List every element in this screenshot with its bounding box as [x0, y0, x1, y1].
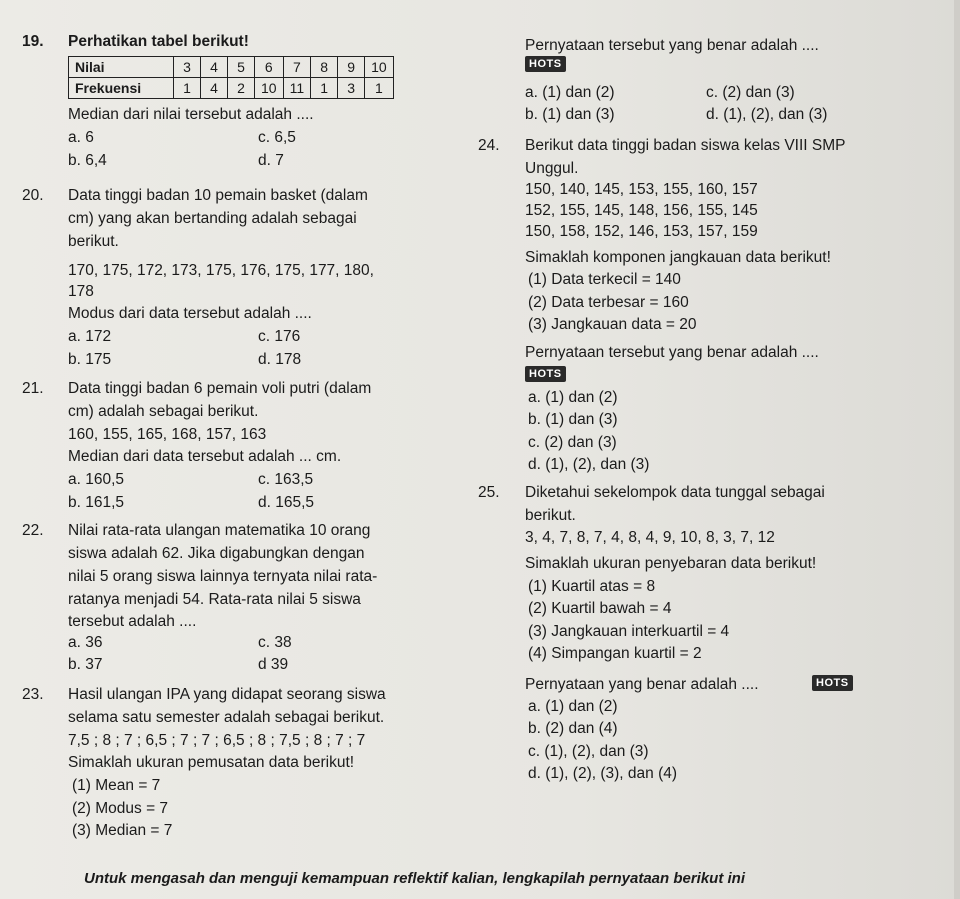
question-text: Data tinggi badan 6 pemain voli putri (dalam: [68, 380, 372, 397]
data-list: 7,5 ; 8 ; 7 ; 6,5 ; 7 ; 7 ; 6,5 ; 8 ; 7,5 ; 8 ; 7 ; 7: [68, 732, 366, 749]
statement: (1) Kuartil atas = 8: [528, 578, 656, 595]
table-cell: 2: [228, 78, 255, 99]
table-row: [69, 57, 394, 78]
table-cell: 8: [311, 57, 338, 78]
question-number: 24.: [478, 137, 500, 154]
question-stem: Perhatikan tabel berikut!: [68, 33, 249, 50]
data-list: 160, 155, 165, 168, 157, 163: [68, 426, 267, 443]
option-d: d. 7: [258, 152, 284, 169]
question-text: berikut.: [525, 507, 576, 524]
question-text: Berikut data tinggi badan siswa kelas VIII SMP: [525, 137, 846, 154]
question-text: Pernyataan tersebut yang benar adalah ....: [525, 344, 819, 361]
statement: (1) Mean = 7: [72, 777, 161, 794]
statement: (3) Median = 7: [72, 822, 173, 839]
option-c: c. 6,5: [258, 129, 296, 146]
question-text: selama satu semester adalah sebagai berikut.: [68, 709, 385, 726]
table-cell: 4: [201, 57, 228, 78]
data-list: 170, 175, 172, 173, 175, 176, 175, 177, 180,: [68, 262, 374, 279]
option-b: b. 161,5: [68, 494, 125, 511]
table-cell: 1: [311, 78, 338, 99]
table-cell: 7: [283, 57, 311, 78]
footer-instruction: Untuk mengasah dan menguji kemampuan reflektif kalian, lengkapilah pernyataan berikut ini: [84, 870, 746, 887]
option-c: c. (1), (2), dan (3): [528, 743, 649, 760]
table-cell: 1: [174, 78, 201, 99]
option-a: a. 6: [68, 129, 94, 146]
option-d: d. (1), (2), (3), dan (4): [528, 765, 678, 782]
hots-badge: HOTS: [525, 56, 566, 72]
table-cell: 3: [174, 57, 201, 78]
table-cell: 11: [283, 78, 311, 99]
option-b: b. (1) dan (3): [528, 411, 618, 428]
option-d: d. 178: [258, 351, 302, 368]
data-list: 178: [68, 283, 94, 300]
table-row: [69, 78, 394, 99]
statement: (3) Jangkauan interkuartil = 4: [528, 623, 730, 640]
table-cell: 9: [338, 57, 365, 78]
hots-badge: HOTS: [812, 675, 853, 691]
question-text: Pernyataan yang benar adalah ....: [525, 676, 759, 693]
statement: (2) Modus = 7: [72, 800, 169, 817]
table-cell: 4: [201, 78, 228, 99]
option-b: b. 6,4: [68, 152, 107, 169]
question-text: cm) yang akan bertanding adalah sebagai: [68, 210, 357, 227]
option-b: b. (1) dan (3): [525, 106, 615, 123]
option-c: c. (2) dan (3): [528, 434, 617, 451]
option-b: b. (2) dan (4): [528, 720, 618, 737]
question-text: ratanya menjadi 54. Rata-rata nilai 5 siswa: [68, 591, 361, 608]
question-text: tersebut adalah ....: [68, 613, 197, 630]
option-a: a. 172: [68, 328, 112, 345]
question-number: 19.: [22, 33, 44, 50]
data-list: 3, 4, 7, 8, 7, 4, 8, 4, 9, 10, 8, 3, 7, 12: [525, 529, 775, 546]
statement: (2) Kuartil bawah = 4: [528, 600, 672, 617]
question-text: Simaklah komponen jangkauan data berikut!: [525, 249, 831, 266]
statement: (2) Data terbesar = 160: [528, 294, 689, 311]
statement: (1) Data terkecil = 140: [528, 271, 681, 288]
option-c: c. (2) dan (3): [706, 84, 795, 101]
table-cell: 6: [255, 57, 284, 78]
data-list: 150, 158, 152, 146, 153, 157, 159: [525, 223, 758, 240]
question-text: Unggul.: [525, 160, 579, 177]
frequency-table: [68, 56, 394, 99]
table-cell: 10: [255, 78, 284, 99]
option-a: a. (1) dan (2): [528, 698, 618, 715]
option-c: c. 38: [258, 634, 292, 651]
option-c: c. 163,5: [258, 471, 314, 488]
question-text: nilai 5 orang siswa lainnya ternyata nilai rata-: [68, 568, 378, 585]
question-number: 22.: [22, 522, 44, 539]
question-text: Data tinggi badan 10 pemain basket (dalam: [68, 187, 368, 204]
question-text: Median dari nilai tersebut adalah ....: [68, 106, 314, 123]
statement: (3) Jangkauan data = 20: [528, 316, 697, 333]
question-text: Pernyataan tersebut yang benar adalah ....: [525, 37, 819, 54]
data-list: 152, 155, 145, 148, 156, 155, 145: [525, 202, 758, 219]
option-a: a. (1) dan (2): [525, 84, 615, 101]
statement: (4) Simpangan kuartil = 2: [528, 645, 702, 662]
table-cell: 1: [365, 78, 394, 99]
table-cell: Frekuensi: [69, 78, 174, 99]
question-text: Hasil ulangan IPA yang didapat seorang siswa: [68, 686, 386, 703]
table-cell: 3: [338, 78, 365, 99]
option-c: c. 176: [258, 328, 301, 345]
option-a: a. 160,5: [68, 471, 125, 488]
option-a: a. (1) dan (2): [528, 389, 618, 406]
table-cell: 5: [228, 57, 255, 78]
question-number: 21.: [22, 380, 44, 397]
question-text: siswa adalah 62. Jika digabungkan dengan: [68, 545, 365, 562]
question-text: Modus dari data tersebut adalah ....: [68, 305, 312, 322]
table-cell: 10: [365, 57, 394, 78]
hots-badge: HOTS: [525, 366, 566, 382]
option-a: a. 36: [68, 634, 103, 651]
option-b: b. 37: [68, 656, 103, 673]
question-text: Simaklah ukuran penyebaran data berikut!: [525, 555, 817, 572]
question-text: berikut.: [68, 233, 119, 250]
question-text: cm) adalah sebagai berikut.: [68, 403, 259, 420]
option-d: d 39: [258, 656, 289, 673]
question-number: 23.: [22, 686, 44, 703]
option-d: d. 165,5: [258, 494, 315, 511]
question-text: Median dari data tersebut adalah ... cm.: [68, 448, 342, 465]
page-edge: [954, 0, 960, 899]
question-text: Diketahui sekelompok data tunggal sebagai: [525, 484, 825, 501]
option-d: d. (1), (2), dan (3): [528, 456, 650, 473]
question-number: 25.: [478, 484, 500, 501]
question-number: 20.: [22, 187, 44, 204]
table-cell: Nilai: [69, 57, 174, 78]
option-b: b. 175: [68, 351, 112, 368]
option-d: d. (1), (2), dan (3): [706, 106, 828, 123]
question-text: Nilai rata-rata ulangan matematika 10 orang: [68, 522, 371, 539]
data-list: 150, 140, 145, 153, 155, 160, 157: [525, 181, 758, 198]
question-text: Simaklah ukuran pemusatan data berikut!: [68, 754, 355, 771]
